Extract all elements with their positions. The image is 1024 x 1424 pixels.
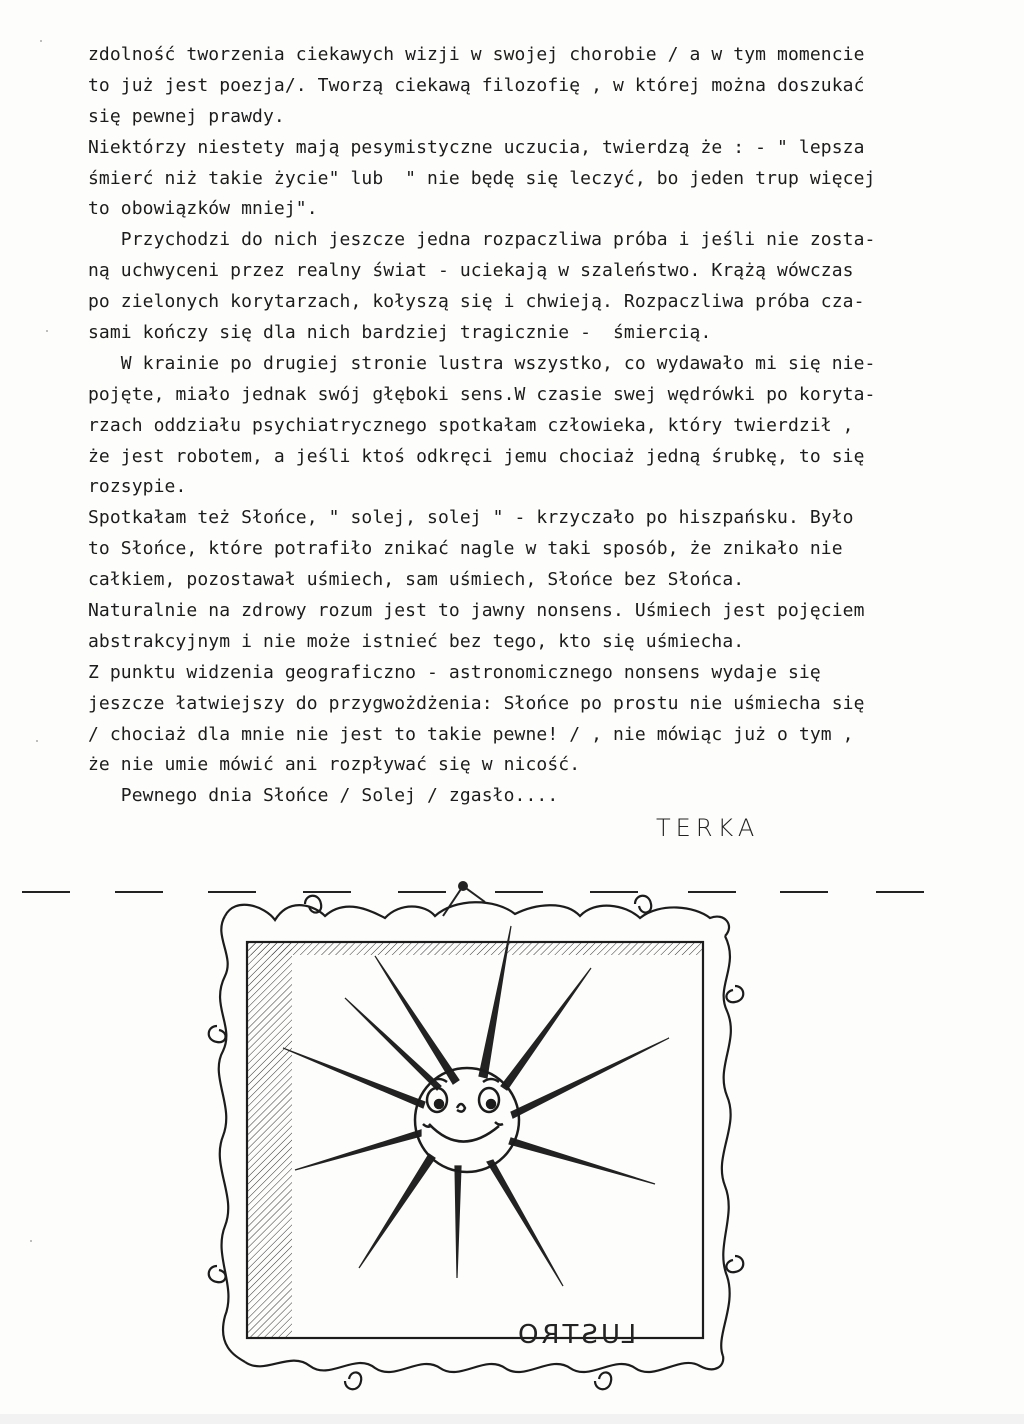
text-line: że jest robotem, a jeśli ktoś odkręci jemu chociaż jedną śrubkę, to się (88, 445, 865, 467)
text-line: Naturalnie na zdrowy rozum jest to jawny nonsens. Uśmiech jest pojęciem (88, 600, 865, 622)
scan-speck (30, 1240, 32, 1242)
text-line: się pewnej prawdy. (88, 105, 285, 127)
scan-speck (36, 740, 38, 742)
text-line: jeszcze łatwiejszy do przygwożdżenia: Słońce po prostu nie uśmiecha się (88, 692, 865, 714)
text-line: Pewnego dnia Słońce / Solej / zgasło.... (88, 785, 559, 807)
text-line: Spotkałam też Słońce, " solej, solej " - krzyczało po hiszpańsku. Było (88, 507, 854, 529)
text-line: całkiem, pozostawał uśmiech, sam uśmiech, Słońce bez Słońca. (88, 569, 745, 591)
text-line: po zielonych korytarzach, kołyszą się i chwieją. Rozpaczliwa próba cza- (88, 291, 865, 313)
text-line: abstrakcyjnym i nie może istnieć bez tego, kto się uśmiecha. (88, 630, 745, 652)
text-line: że nie umie mówić ani rozpływać się w nicość. (88, 754, 581, 776)
text-line: / chociaż dla mnie nie jest to takie pewne! / , nie mówiąc już o tym , (88, 723, 854, 745)
text-line: rozsypie. (88, 476, 187, 498)
text-line: W krainie po drugiej stronie lustra wszystko, co wydawało mi się nie- (88, 352, 876, 374)
text-line: sami kończy się dla nich bardziej tragicznie - śmiercią. (88, 322, 712, 344)
text-line: rzach oddziału psychiatrycznego spotkałam człowieka, który twierdził , (88, 414, 854, 436)
text-line: Przychodzi do nich jeszcze jedna rozpaczliwa próba i jeśli nie zosta- (88, 229, 876, 251)
sun-icon (283, 926, 669, 1286)
text-line: to obowiązków mniej". (88, 198, 318, 220)
nail-icon (443, 882, 485, 916)
text-line: zdolność tworzenia ciekawych wizji w swojej chorobie / a w tym momencie (88, 44, 865, 65)
text-line: Niektórzy niestety mają pesymistyczne uczucia, twierdzą że : - " lepsza (88, 136, 865, 158)
text-line: ną uchwyceni przez realny świat - uciekają w szaleństwo. Krążą wówczas (88, 260, 854, 282)
text-line: to już jest poezja/. Tworzą ciekawą filozofię , w której można doszukać (88, 74, 865, 96)
text-line: śmierć niż takie życie" lub " nie będę się leczyć, bo jeden trup więcej (88, 167, 876, 189)
framed-sun-drawing (195, 876, 755, 1396)
text-line: pojęte, miało jednak swój głęboki sens.W czasie swej wędrówki po koryta- (88, 383, 876, 405)
author-signature: TERKA (656, 814, 760, 842)
scan-edge (0, 1414, 1024, 1424)
essay-text (88, 40, 968, 812)
text-line: Z punktu widzenia geograficzno - astronomicznego nonsens wydaje się (88, 661, 821, 683)
scan-speck (46, 330, 48, 332)
smiling-face-icon (415, 1068, 519, 1172)
scan-speck (40, 40, 42, 42)
text-line: to Słońce, które potrafiło znikać nagle w taki sposób, że znikało nie (88, 538, 843, 560)
frame-shadow (248, 943, 292, 1337)
frame-label-mirrored: LUSTRO (515, 1320, 637, 1350)
